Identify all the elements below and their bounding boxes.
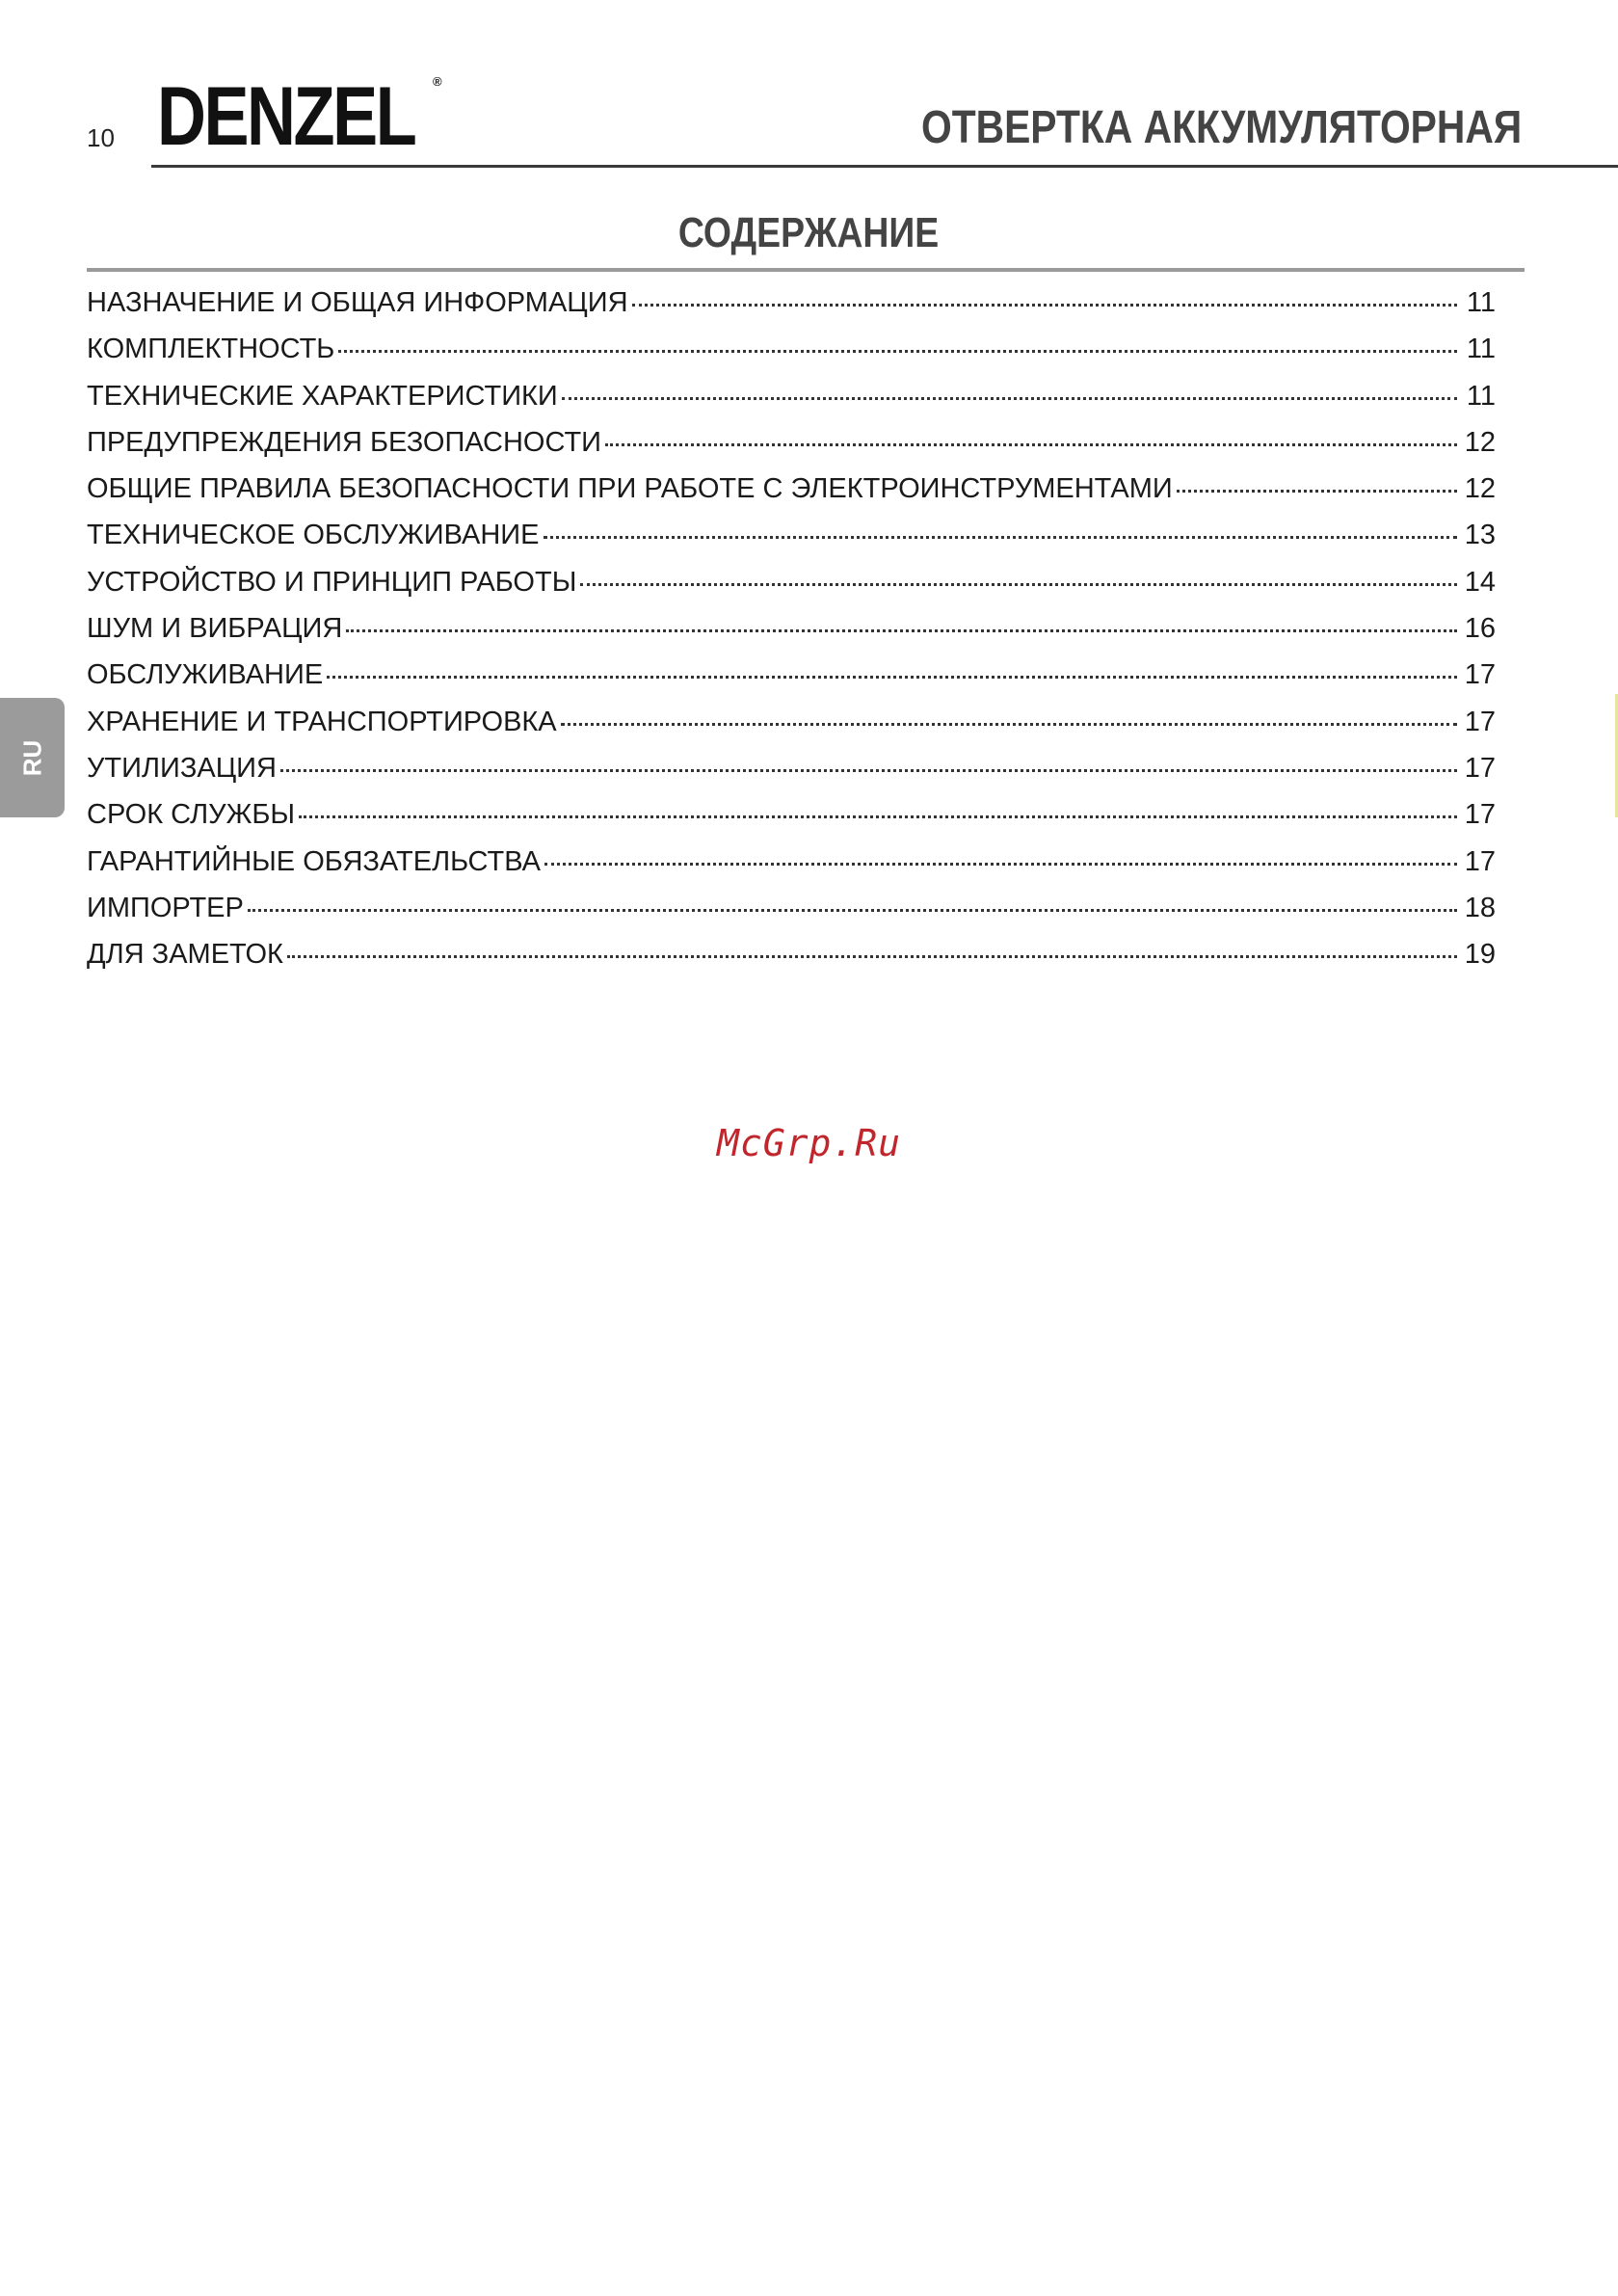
toc-entry-page: 18 xyxy=(1464,892,1496,923)
toc-entry-label: ШУМ И ВИБРАЦИЯ xyxy=(87,613,343,645)
toc-entry-label: ОБСЛУЖИВАНИЕ xyxy=(87,659,324,691)
toc-entry-page: 17 xyxy=(1464,706,1496,737)
toc-entry-label: ДЛЯ ЗАМЕТОК xyxy=(87,939,283,971)
toc-leader xyxy=(605,443,1457,446)
toc-entry[interactable] xyxy=(87,893,1496,939)
table-of-contents xyxy=(87,287,1496,985)
toc-entry[interactable] xyxy=(87,381,1496,427)
language-tab-label: RU xyxy=(17,739,46,776)
toc-entry[interactable] xyxy=(87,613,1496,659)
toc-entry[interactable] xyxy=(87,567,1496,613)
toc-leader xyxy=(544,863,1457,866)
toc-leader xyxy=(327,676,1457,679)
brand-logo xyxy=(151,72,440,161)
toc-entry-page: 17 xyxy=(1464,799,1496,831)
toc-leader xyxy=(562,397,1457,400)
toc-entry[interactable] xyxy=(87,473,1496,520)
document-title: ОТВЕРТКА АККУМУЛЯТОРНАЯ xyxy=(920,102,1522,153)
toc-leader xyxy=(1177,490,1457,493)
toc-entry-label: ГАРАНТИЙНЫЕ ОБЯЗАТЕЛЬСТВА xyxy=(87,845,541,877)
toc-leader xyxy=(338,350,1457,353)
toc-entry-page: 11 xyxy=(1466,334,1496,365)
brand-wordmark: DENZEL xyxy=(157,70,415,163)
toc-leader xyxy=(248,909,1457,912)
toc-entry-page: 14 xyxy=(1464,566,1496,598)
toc-entry[interactable] xyxy=(87,846,1496,893)
toc-entry-label: ОБЩИЕ ПРАВИЛА БЕЗОПАСНОСТИ ПРИ РАБОТЕ С ЭЛЕКТРОИНСТРУМЕНТАМИ xyxy=(87,473,1173,505)
watermark: McGrp.Ru xyxy=(716,1122,902,1164)
toc-entry-page: 19 xyxy=(1464,939,1496,971)
toc-leader xyxy=(287,955,1457,958)
toc-entry-label: ИМПОРТЕР xyxy=(87,892,244,923)
toc-entry[interactable] xyxy=(87,753,1496,799)
toc-entry[interactable] xyxy=(87,659,1496,706)
toc-entry-label: КОМПЛЕКТНОСТЬ xyxy=(87,334,335,365)
toc-entry[interactable] xyxy=(87,939,1496,985)
contents-divider xyxy=(87,268,1525,272)
toc-entry-page: 17 xyxy=(1464,659,1496,691)
page-number: 10 xyxy=(87,123,115,152)
registered-mark: ® xyxy=(433,74,442,89)
toc-entry[interactable] xyxy=(87,707,1496,753)
toc-entry-page: 11 xyxy=(1466,287,1496,318)
toc-entry-page: 17 xyxy=(1464,752,1496,784)
toc-entry-label: УСТРОЙСТВО И ПРИНЦИП РАБОТЫ xyxy=(87,566,577,598)
toc-leader xyxy=(280,769,1457,772)
toc-leader xyxy=(632,304,1457,307)
toc-leader xyxy=(561,723,1457,726)
toc-entry[interactable] xyxy=(87,334,1496,380)
toc-leader xyxy=(299,815,1457,818)
toc-leader xyxy=(346,629,1457,632)
toc-entry-label: ТЕХНИЧЕСКОЕ ОБСЛУЖИВАНИЕ xyxy=(87,520,540,551)
toc-entry-label: УТИЛИЗАЦИЯ xyxy=(87,752,277,784)
header-divider xyxy=(151,165,1618,168)
toc-entry[interactable] xyxy=(87,287,1496,334)
toc-entry-label: ТЕХНИЧЕСКИЕ ХАРАКТЕРИСТИКИ xyxy=(87,380,558,412)
toc-leader xyxy=(544,536,1458,539)
toc-entry-page: 17 xyxy=(1464,845,1496,877)
toc-entry-page: 11 xyxy=(1466,380,1496,412)
toc-entry-label: ПРЕДУПРЕЖДЕНИЯ БЕЗОПАСНОСТИ xyxy=(87,426,602,458)
toc-entry-page: 13 xyxy=(1464,520,1496,551)
toc-leader xyxy=(580,583,1457,586)
toc-entry-page: 12 xyxy=(1464,473,1496,505)
toc-entry-page: 12 xyxy=(1464,426,1496,458)
toc-entry-label: ХРАНЕНИЕ И ТРАНСПОРТИРОВКА xyxy=(87,706,557,737)
contents-heading xyxy=(0,209,1618,257)
toc-entry[interactable] xyxy=(87,427,1496,473)
toc-entry-page: 16 xyxy=(1464,613,1496,645)
toc-entry[interactable] xyxy=(87,799,1496,845)
language-tab xyxy=(0,698,65,817)
toc-entry[interactable] xyxy=(87,520,1496,566)
toc-entry-label: СРОК СЛУЖБЫ xyxy=(87,799,296,831)
toc-entry-label: НАЗНАЧЕНИЕ И ОБЩАЯ ИНФОРМАЦИЯ xyxy=(87,287,628,318)
contents-heading-text: СОДЕРЖАНИЕ xyxy=(678,209,940,256)
